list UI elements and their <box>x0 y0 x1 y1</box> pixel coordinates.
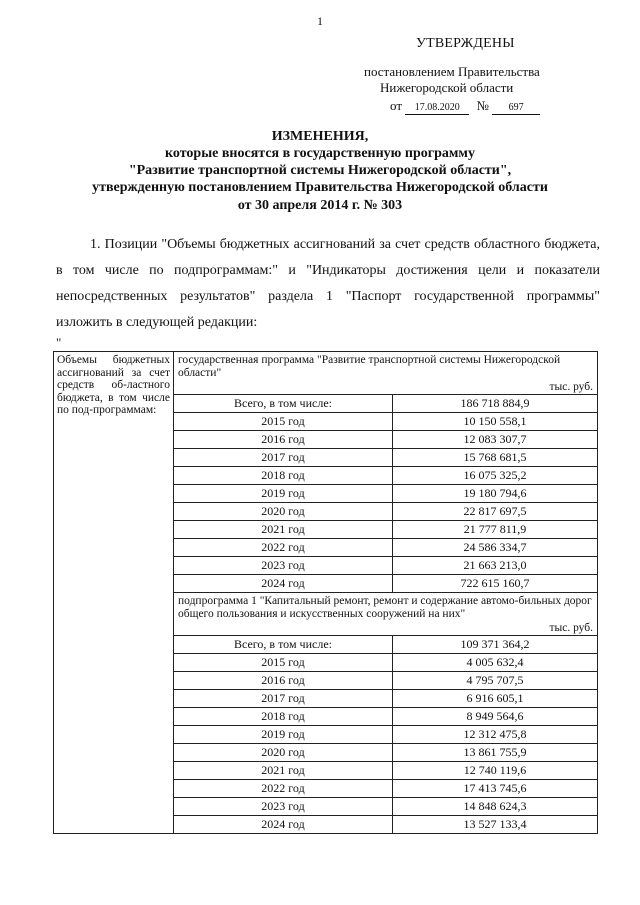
program-header-row <box>54 352 598 395</box>
approval-title: УТВЕРЖДЕНЫ <box>416 36 515 51</box>
program-title-cell <box>174 352 598 395</box>
program-year-value: 16 075 325,2 <box>393 467 598 485</box>
program-year-label: 2021 год <box>174 521 393 539</box>
approval-number: 697 <box>492 102 540 115</box>
page-number: 1 <box>317 14 323 28</box>
program-year-label: 2015 год <box>174 413 393 431</box>
program-year-value: 21 777 811,9 <box>393 521 598 539</box>
subprogram-year-value: 8 949 564,6 <box>393 708 598 726</box>
subprogram-unit: тыс. руб. <box>549 622 593 634</box>
subprogram-year-label: 2024 год <box>174 816 393 834</box>
program-total-label: Всего, в том числе: <box>174 395 393 413</box>
program-year-value: 12 083 307,7 <box>393 431 598 449</box>
subprogram-year-value: 17 413 745,6 <box>393 780 598 798</box>
subprogram-year-value: 12 740 119,6 <box>393 762 598 780</box>
heading-line-1: ИЗМЕНЕНИЯ, <box>271 129 369 144</box>
program-year-label: 2022 год <box>174 539 393 557</box>
approval-number-label: № <box>476 98 489 113</box>
heading-line-2: которые вносятся в государственную программу <box>165 146 475 161</box>
subprogram-year-value: 13 527 133,4 <box>393 816 598 834</box>
approval-line-2: Нижегородской области <box>380 80 514 95</box>
program-year-label: 2020 год <box>174 503 393 521</box>
subprogram-year-label: 2020 год <box>174 744 393 762</box>
heading-line-5: от 30 апреля 2014 г. № 303 <box>237 198 403 213</box>
subprogram-year-label: 2016 год <box>174 672 393 690</box>
subprogram-year-value: 13 861 755,9 <box>393 744 598 762</box>
approval-line-1: постановлением Правительства <box>364 64 540 79</box>
budget-label-cell: Объемы бюджетных ассигнований за счет средств об-ластного бюджета, в том числе по под-программам: <box>54 352 174 834</box>
program-year-value: 19 180 794,6 <box>393 485 598 503</box>
program-year-label: 2016 год <box>174 431 393 449</box>
program-year-value: 10 150 558,1 <box>393 413 598 431</box>
subprogram-year-label: 2018 год <box>174 708 393 726</box>
program-year-label: 2024 год <box>174 575 393 593</box>
approval-date-line <box>390 98 540 115</box>
opening-quote: " <box>56 335 62 350</box>
subprogram-total-label: Всего, в том числе: <box>174 636 393 654</box>
subprogram-year-value: 4 795 707,5 <box>393 672 598 690</box>
program-year-value: 24 586 334,7 <box>393 539 598 557</box>
program-year-value: 722 615 160,7 <box>393 575 598 593</box>
approval-from-label: от <box>390 98 403 113</box>
body-paragraph: 1. Позиции "Объемы бюджетных ассигнований за счет средств областного бюджета, в том числе по подпрограммам:" и "Индикаторы достижения цели и показатели непосредственных результатов" раздела 1 "Паспорт государственной программы" изложить в следующей редакции: <box>56 237 600 330</box>
program-year-label: 2023 год <box>174 557 393 575</box>
subprogram-year-label: 2022 год <box>174 780 393 798</box>
subprogram-total-value: 109 371 364,2 <box>393 636 598 654</box>
subprogram-year-value: 4 005 632,4 <box>393 654 598 672</box>
heading-line-4: утвержденную постановлением Правительства Нижегородской области <box>92 180 548 195</box>
budget-table <box>53 351 598 834</box>
program-year-label: 2018 год <box>174 467 393 485</box>
subprogram-year-value: 12 312 475,8 <box>393 726 598 744</box>
heading-line-3: "Развитие транспортной системы Нижегородской области", <box>128 163 512 178</box>
program-year-value: 22 817 697,5 <box>393 503 598 521</box>
subprogram-year-label: 2019 год <box>174 726 393 744</box>
subprogram-title-cell <box>174 593 598 636</box>
program-unit: тыс. руб. <box>549 381 593 393</box>
subprogram-year-value: 6 916 605,1 <box>393 690 598 708</box>
program-year-label: 2017 год <box>174 449 393 467</box>
subprogram-year-label: 2021 год <box>174 762 393 780</box>
subprogram-year-label: 2015 год <box>174 654 393 672</box>
subprogram-year-value: 14 848 624,3 <box>393 798 598 816</box>
approval-date: 17.08.2020 <box>405 102 469 115</box>
program-year-label: 2019 год <box>174 485 393 503</box>
subprogram-year-label: 2017 год <box>174 690 393 708</box>
subprogram-title: подпрограмма 1 "Капитальный ремонт, ремонт и содержание автомо-бильных дорог общего пользования и искусственных сооружений на них" <box>178 595 592 620</box>
program-total-value: 186 718 884,9 <box>393 395 598 413</box>
subprogram-year-label: 2023 год <box>174 798 393 816</box>
program-year-value: 21 663 213,0 <box>393 557 598 575</box>
program-title: государственная программа "Развитие транспортной системы Нижегородской области" <box>178 354 561 379</box>
program-year-value: 15 768 681,5 <box>393 449 598 467</box>
